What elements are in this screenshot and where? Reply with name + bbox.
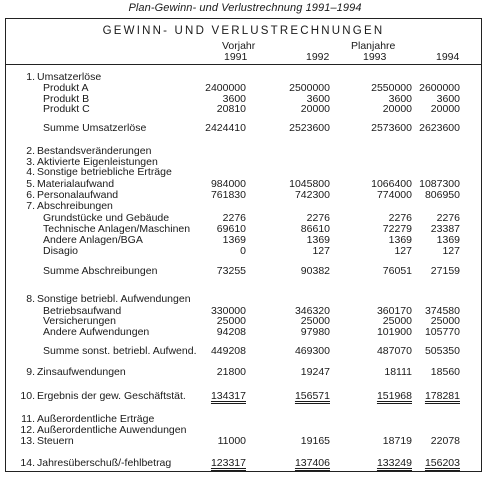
row-label: Sonstige betriebliche Erträge — [37, 166, 172, 178]
document-caption: Plan-Gewinn- und Verlustrechnung 1991–1994 — [128, 2, 362, 14]
cell-1994: 23387 — [430, 223, 460, 235]
table-row — [0, 245, 490, 257]
cell-1991: 69610 — [216, 223, 246, 235]
cell-1991: 3600 — [222, 93, 246, 105]
cell-1994: 20000 — [430, 103, 460, 115]
cell-1992: 2500000 — [289, 82, 330, 94]
row-label: Steuern — [37, 435, 74, 447]
cell-1991: 11000 — [217, 435, 246, 447]
cell-1992: 86610 — [300, 223, 330, 235]
cell-1994: 105770 — [424, 326, 460, 338]
table-row — [0, 166, 490, 178]
cell-1991: 449208 — [210, 345, 246, 357]
cell-1992: 2276 — [306, 212, 330, 224]
row-number: 6. — [26, 189, 35, 201]
row-number: 4. — [26, 166, 35, 178]
table-row — [0, 345, 490, 357]
row-label: Ergebnis der gew. Geschäftstät. — [37, 390, 186, 402]
cell-1993: 20000 — [382, 103, 412, 115]
cell-1992: 1369 — [306, 234, 330, 246]
cell-1991: 1369 — [222, 234, 246, 246]
row-label: Bestandsveränderungen — [37, 145, 152, 157]
cell-1992: 346320 — [294, 305, 330, 317]
cell-1993: 76051 — [382, 265, 412, 277]
table-row — [0, 122, 490, 134]
cell-1994: 2276 — [436, 212, 460, 224]
row-number: 13. — [20, 435, 35, 447]
row-number: 14. — [20, 457, 35, 469]
row-label: Materialaufwand — [37, 178, 115, 190]
cell-1993: 72279 — [382, 223, 412, 235]
table-row — [0, 435, 490, 447]
row-label: Umsatzerlöse — [37, 71, 102, 83]
cell-1994: 806950 — [424, 189, 460, 201]
cell-1994: 1369 — [436, 234, 460, 246]
cell-1994: 156203 — [424, 457, 460, 469]
row-number: 8. — [26, 293, 35, 305]
cell-1993: 151968 — [376, 390, 412, 402]
row-number: 10. — [20, 390, 35, 402]
cell-1991: 330000 — [210, 305, 246, 317]
row-number: 11. — [21, 413, 35, 425]
cell-1992: 25000 — [300, 315, 330, 327]
cell-1994: 127 — [442, 245, 460, 257]
cell-1994: 22078 — [430, 435, 460, 447]
column-group-vorjahr: Vorjahr — [222, 40, 256, 52]
cell-1993: 487070 — [376, 345, 412, 357]
row-label: Summe Abschreibungen — [43, 265, 158, 277]
cell-1991: 94208 — [216, 326, 246, 338]
cell-1994: 374580 — [424, 305, 460, 317]
row-label: Disagio — [43, 245, 79, 257]
cell-1993: 1369 — [388, 234, 412, 246]
cell-1994: 18560 — [430, 366, 460, 378]
cell-1994: 2600000 — [419, 82, 460, 94]
cell-1991: 134317 — [210, 390, 246, 402]
cell-1993: 360170 — [376, 305, 412, 317]
column-year-1991: 1991 — [224, 51, 248, 63]
cell-1992: 127 — [312, 245, 330, 257]
row-label: Technische Anlagen/Maschinen — [43, 223, 191, 235]
cell-1991: 0 — [240, 245, 246, 257]
cell-1993: 101900 — [376, 326, 412, 338]
table-row — [0, 366, 490, 378]
row-number: 9. — [26, 366, 35, 378]
table-row — [0, 200, 490, 212]
row-label: Summe sonst. betriebl. Aufwend. — [43, 345, 197, 357]
cell-1994: 505350 — [424, 345, 460, 357]
table-row — [0, 103, 490, 115]
table-row — [0, 293, 490, 305]
row-label: Grundstücke und Gebäude — [43, 212, 170, 224]
cell-1992: 742300 — [294, 189, 330, 201]
cell-1992: 137406 — [294, 457, 330, 469]
column-year-1992: 1992 — [306, 51, 330, 63]
cell-1991: 21800 — [216, 366, 246, 378]
cell-1993: 2573600 — [371, 122, 412, 134]
cell-1993: 133249 — [376, 457, 412, 469]
row-number: 7. — [26, 200, 35, 212]
row-label: Zinsaufwendungen — [37, 366, 126, 378]
header-divider — [6, 64, 481, 65]
cell-1991: 25000 — [216, 315, 246, 327]
row-label: Aktivierte Eigenleistungen — [37, 156, 158, 168]
row-label: Abschreibungen — [37, 200, 113, 212]
row-label: Personalaufwand — [37, 189, 119, 201]
row-label: Versicherungen — [43, 315, 116, 327]
cell-1994: 178281 — [424, 390, 460, 402]
cell-1992: 20000 — [300, 103, 330, 115]
row-number: 1. — [26, 71, 35, 83]
row-label: Andere Anlagen/BGA — [43, 234, 143, 246]
cell-1994: 25000 — [430, 315, 460, 327]
row-label: Betriebsaufwand — [43, 305, 122, 317]
table-row — [0, 457, 490, 469]
cell-1993: 2550000 — [371, 82, 412, 94]
column-year-1994: 1994 — [436, 51, 460, 63]
cell-1992: 2523600 — [289, 122, 330, 134]
cell-1993: 3600 — [388, 93, 412, 105]
row-label: Andere Aufwendungen — [43, 326, 150, 338]
row-label: Produkt B — [43, 93, 90, 105]
row-label: Sonstige betriebl. Aufwendungen — [37, 293, 191, 305]
cell-1992: 156571 — [294, 390, 330, 402]
cell-1992: 19165 — [300, 435, 330, 447]
row-number: 12. — [20, 424, 35, 436]
column-group-planjahre: Planjahre — [351, 40, 396, 52]
table-row — [0, 326, 490, 338]
cell-1991: 73255 — [216, 265, 246, 277]
row-number: 3. — [26, 156, 35, 168]
cell-1992: 469300 — [294, 345, 330, 357]
row-number: 5. — [26, 178, 35, 190]
cell-1993: 18719 — [382, 435, 412, 447]
row-label: Jahresüberschuß/-fehlbetrag — [37, 457, 172, 469]
cell-1991: 2400000 — [205, 82, 246, 94]
row-label: Summe Umsatzerlöse — [43, 122, 147, 134]
cell-1994: 3600 — [436, 93, 460, 105]
row-number: 2. — [26, 145, 35, 157]
row-label: Außerordentliche Auwendungen — [37, 424, 187, 436]
cell-1991: 984000 — [210, 178, 246, 190]
cell-1994: 2623600 — [419, 122, 460, 134]
cell-1991: 20810 — [216, 103, 246, 115]
cell-1994: 27159 — [430, 265, 460, 277]
row-label: Produkt C — [43, 103, 90, 115]
cell-1993: 774000 — [376, 189, 412, 201]
cell-1993: 18111 — [384, 366, 412, 378]
cell-1991: 2424410 — [205, 122, 246, 134]
row-label: Produkt A — [43, 82, 89, 94]
cell-1992: 97980 — [300, 326, 330, 338]
table-row — [0, 390, 490, 402]
cell-1991: 761830 — [210, 189, 246, 201]
cell-1993: 2276 — [388, 212, 412, 224]
cell-1992: 90382 — [300, 265, 330, 277]
table-heading: GEWINN- UND VERLUSTRECHNUNGEN — [102, 25, 385, 37]
cell-1993: 127 — [394, 245, 412, 257]
cell-1992: 1045800 — [289, 178, 330, 190]
cell-1992: 19247 — [300, 366, 330, 378]
cell-1992: 3600 — [306, 93, 330, 105]
cell-1991: 123317 — [210, 457, 246, 469]
column-year-1993: 1993 — [363, 51, 387, 63]
row-label: Außerordentliche Erträge — [37, 413, 155, 425]
cell-1991: 2276 — [222, 212, 246, 224]
cell-1993: 1066400 — [371, 178, 412, 190]
table-row — [0, 265, 490, 277]
cell-1993: 25000 — [382, 315, 412, 327]
cell-1994: 1087300 — [419, 178, 460, 190]
